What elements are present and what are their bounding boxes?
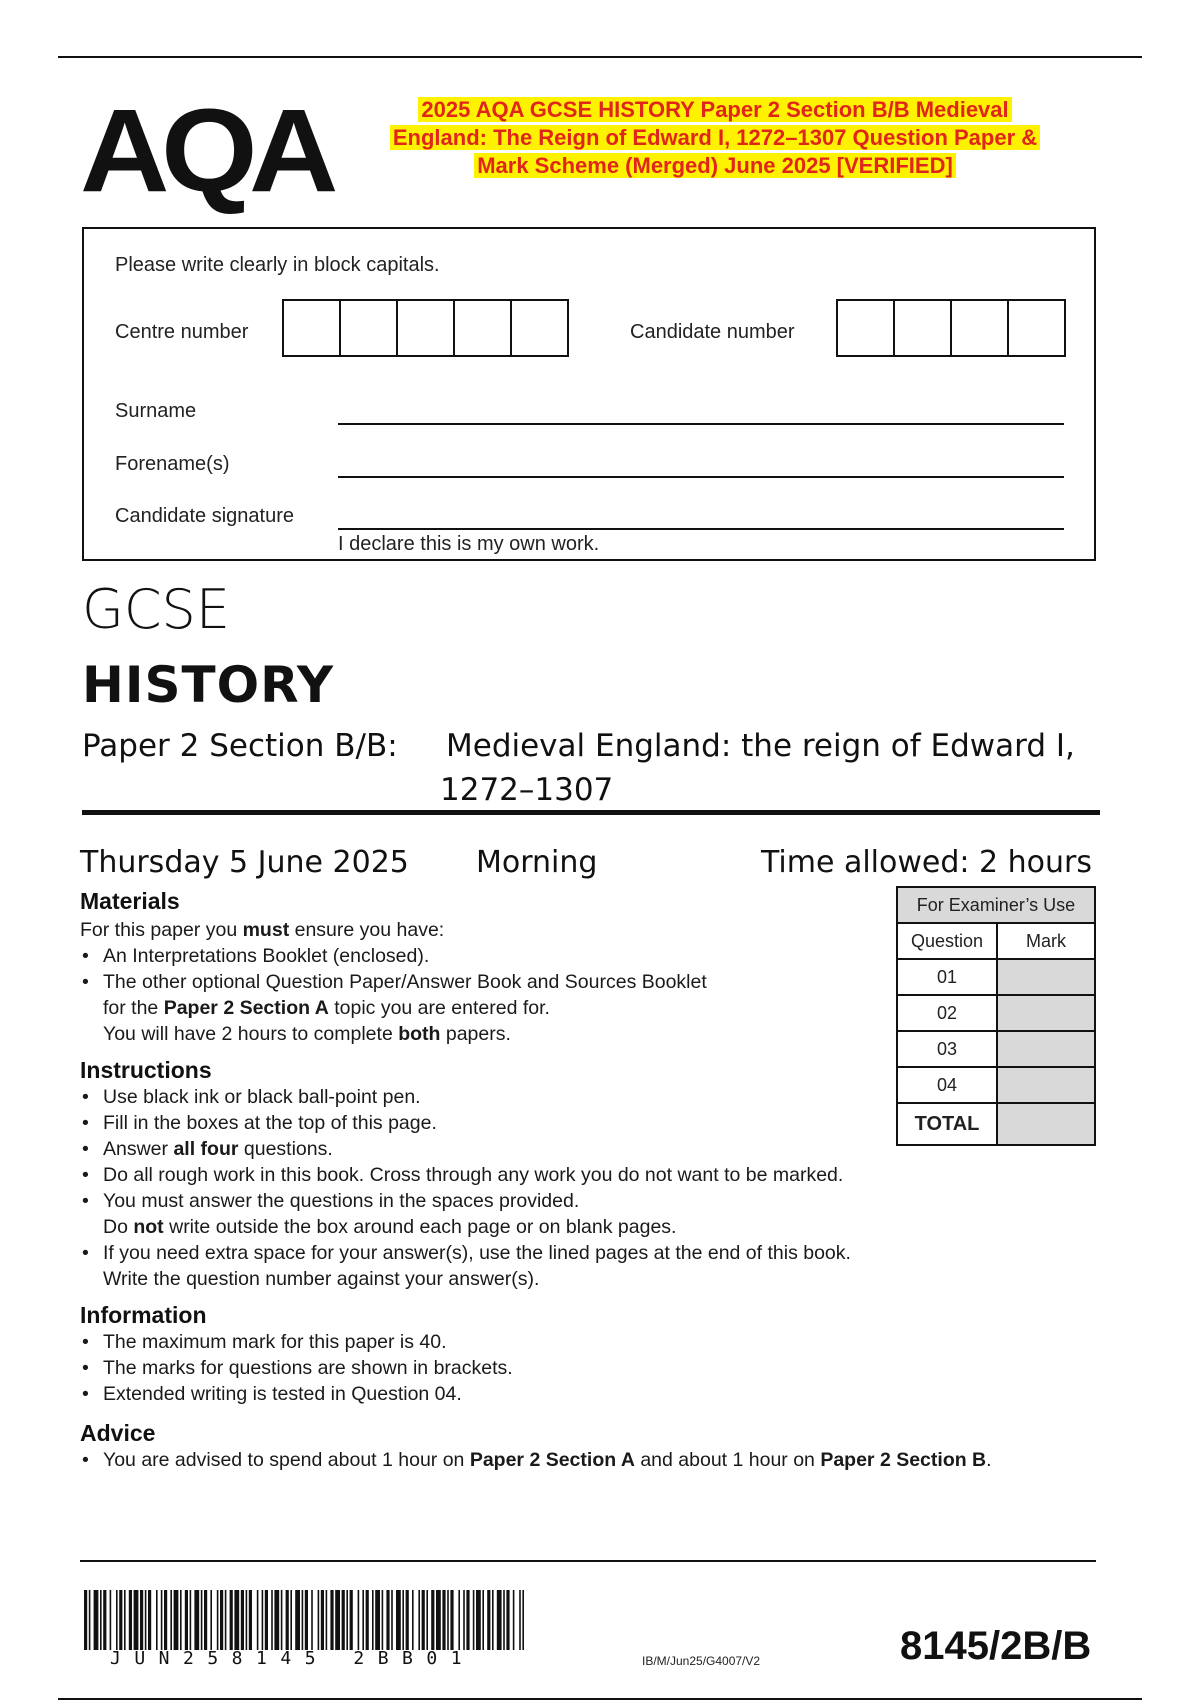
advice-heading: Advice — [80, 1420, 156, 1446]
qualification-title: GCSE — [82, 578, 230, 641]
candidate-number-digit[interactable] — [952, 301, 1009, 355]
list-item: • Do all rough work in this book. Cross through any work you do not want to be marked. — [103, 1162, 980, 1188]
table-row — [898, 996, 1094, 1032]
surname-label: Surname — [115, 400, 197, 422]
centre-number-digit[interactable] — [341, 301, 398, 355]
information-list — [80, 1329, 980, 1407]
barcode-number: JUN258145 2BB01 — [110, 1648, 476, 1669]
topic-line-1: Medieval England: the reign of Edward I, — [446, 728, 1075, 764]
materials-heading: Materials — [80, 888, 180, 914]
instructions-heading: Instructions — [80, 1057, 212, 1083]
information-section — [80, 1302, 980, 1407]
centre-number-digit[interactable] — [512, 301, 567, 355]
materials-section — [80, 888, 880, 1047]
list-item: • The maximum mark for this paper is 40. — [103, 1329, 980, 1355]
mark-cell[interactable] — [998, 1032, 1094, 1066]
signature-field[interactable] — [338, 528, 1064, 530]
banner-line-3: Mark Scheme (Merged) June 2025 [VERIFIED] — [474, 153, 956, 178]
candidate-number-digit[interactable] — [895, 301, 952, 355]
candidate-number-digit[interactable] — [838, 301, 895, 355]
paper-label: Paper 2 Section B/B: — [82, 728, 398, 764]
footer-rule — [80, 1560, 1096, 1562]
table-row — [898, 1032, 1094, 1068]
barcode-image — [84, 1590, 524, 1650]
list-item: • The marks for questions are shown in brackets. — [103, 1355, 980, 1381]
exam-session: Morning — [476, 845, 598, 880]
question-number: 04 — [898, 1068, 998, 1102]
forenames-label: Forename(s) — [115, 453, 230, 475]
total-row — [898, 1104, 1094, 1144]
document-reference: IB/M/Jun25/G4007/V2 — [642, 1654, 761, 1668]
instructions-list — [80, 1084, 980, 1292]
list-item: • Answer all four questions. — [103, 1136, 980, 1162]
mark-cell[interactable] — [998, 1068, 1094, 1102]
question-column-header: Question — [898, 924, 998, 958]
list-item: • An Interpretations Booklet (enclosed). — [103, 943, 880, 969]
time-allowed: Time allowed: 2 hours — [760, 845, 1092, 880]
list-item: • You must answer the questions in the spaces provided. Do not write outside the box around each page or on blank pages. — [103, 1188, 980, 1240]
list-item: • If you need extra space for your answer(s), use the lined pages at the end of this book. Write the question number against your answer(s). — [103, 1240, 980, 1292]
total-label: TOTAL — [898, 1104, 998, 1144]
examiners-use-title: For Examiner’s Use — [898, 888, 1094, 924]
table-row — [898, 1068, 1094, 1104]
title-rule — [82, 810, 1100, 815]
list-item: • Use black ink or black ball-point pen. — [103, 1084, 980, 1110]
advice-section — [80, 1420, 1120, 1473]
subject-title: HISTORY — [82, 656, 335, 714]
candidate-details-box — [82, 227, 1096, 561]
topic-line-2: 1272–1307 — [440, 772, 614, 808]
candidate-number-label: Candidate number — [630, 321, 795, 343]
declaration-text: I declare this is my own work. — [338, 533, 600, 555]
instructions-section — [80, 1057, 980, 1292]
document-banner[interactable] — [350, 96, 1080, 180]
table-row — [898, 960, 1094, 996]
list-item: • Fill in the boxes at the top of this page. — [103, 1110, 980, 1136]
table-header-row — [898, 924, 1094, 960]
question-number: 01 — [898, 960, 998, 994]
block-capitals-instruction: Please write clearly in block capitals. — [115, 254, 440, 276]
signature-label: Candidate signature — [115, 505, 295, 527]
mark-cell[interactable] — [998, 960, 1094, 994]
aqa-logo: AQA — [80, 85, 331, 217]
surname-field[interactable] — [338, 423, 1064, 425]
centre-number-digit[interactable] — [284, 301, 341, 355]
banner-line-1: 2025 AQA GCSE HISTORY Paper 2 Section B/B Medieval — [418, 97, 1011, 122]
candidate-number-digit[interactable] — [1009, 301, 1064, 355]
information-heading: Information — [80, 1302, 207, 1328]
advice-list — [80, 1447, 1120, 1473]
centre-number-digit[interactable] — [455, 301, 512, 355]
list-item: • The other optional Question Paper/Answer Book and Sources Booklet for the Paper 2 Section A topic you are entered for. You will have 2 hours to complete both papers. — [103, 969, 880, 1047]
list-item: • Extended writing is tested in Question 04. — [103, 1381, 980, 1407]
banner-line-2: England: The Reign of Edward I, 1272–1307 Question Paper & — [390, 125, 1040, 150]
paper-code: 8145/2B/B — [900, 1624, 1092, 1668]
forenames-field[interactable] — [338, 476, 1064, 478]
candidate-number-field[interactable] — [836, 299, 1066, 357]
question-number: 03 — [898, 1032, 998, 1066]
materials-intro: For this paper you must ensure you have: — [80, 919, 445, 941]
centre-number-field[interactable] — [282, 299, 569, 357]
list-item: • You are advised to spend about 1 hour on Paper 2 Section A and about 1 hour on Paper 2 Section B. — [103, 1447, 1120, 1473]
mark-cell[interactable] — [998, 996, 1094, 1030]
mark-column-header: Mark — [998, 924, 1094, 958]
top-rule — [58, 56, 1142, 58]
question-number: 02 — [898, 996, 998, 1030]
total-mark-cell[interactable] — [998, 1104, 1094, 1144]
centre-number-label: Centre number — [115, 321, 249, 343]
examiners-use-table — [896, 886, 1096, 1146]
materials-list — [80, 943, 880, 1047]
exam-date: Thursday 5 June 2025 — [80, 845, 409, 880]
centre-number-digit[interactable] — [398, 301, 455, 355]
